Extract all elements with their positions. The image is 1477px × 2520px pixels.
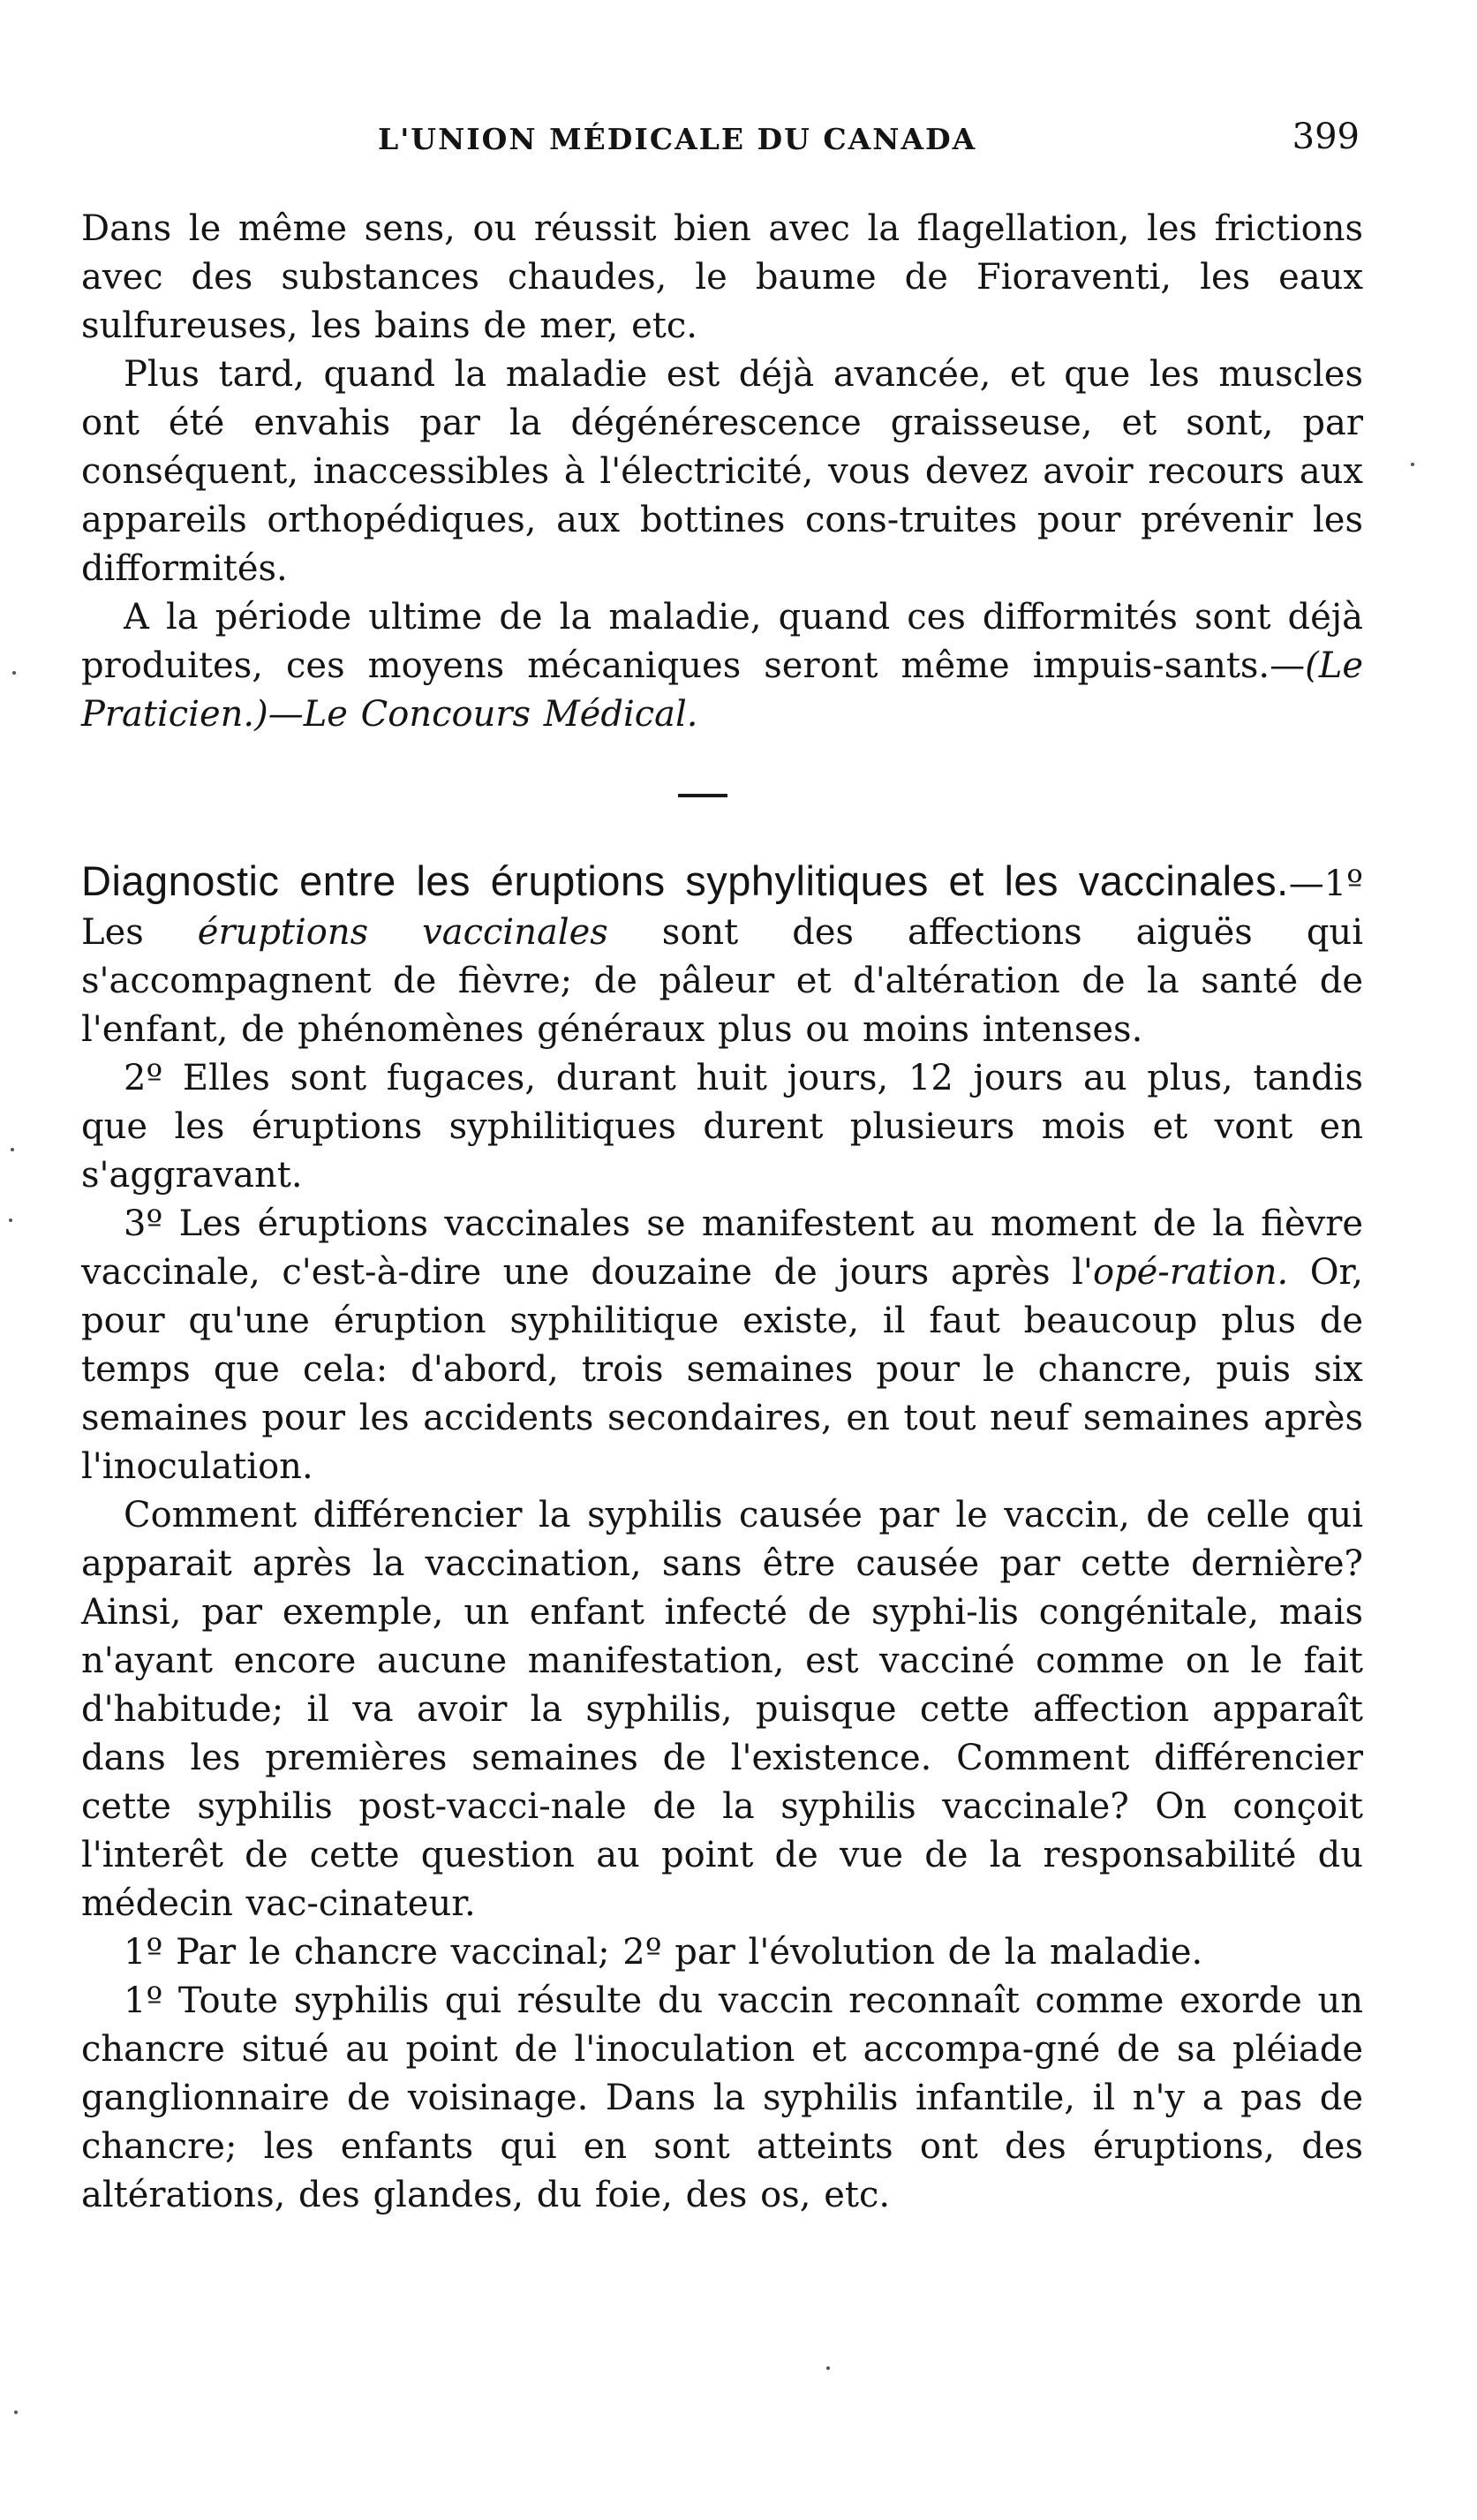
section-divider <box>678 794 727 797</box>
paragraph-text: Or, pour qu'une éruption syphilitique existe, il faut beaucoup plus de temps que cela: d'abord, trois semaines pour le chancre, puis six semaines pour les accidents secondaires, en tout neuf semaines après l'inoculation. <box>81 1252 1363 1487</box>
running-header <box>81 117 1363 164</box>
scan-speck <box>12 671 16 675</box>
paragraph: 2º Elles sont fugaces, durant huit jours, 12 jours au plus, tandis que les éruptions syphilitiques durent plusieurs mois et vont en s'aggravant. <box>81 1058 1363 1196</box>
paragraph: Plus tard, quand la maladie est déjà avancée, et que les muscles ont été envahis par la dégénérescence graisseuse, et sont, par conséquent, inaccessibles à l'électricité, vous devez avoir recours aux appareils orthopédiques, aux bottines cons-truites pour prévenir les difformités. <box>81 354 1363 589</box>
source-citation: (Le Praticien.)—Le Concours Médical. <box>81 645 1363 735</box>
italic-term: opé-ration. <box>1092 1252 1289 1293</box>
article-continuation <box>81 205 1363 739</box>
paragraph: 1º Par le chancre vaccinal; 2º par l'évolution de la maladie. <box>124 1932 1203 1973</box>
paragraph: 1º Toute syphilis qui résulte du vaccin reconnaît comme exorde un chancre situé au point de l'inoculation et accompa-gné de sa pléiade ganglionnaire de voisinage. Dans la syphilis infantile, il n'y a pas de chancre; les enfants qui en sont atteints ont des éruptions, des altérations, des glandes, du foie, des os, etc. <box>81 1981 1363 2215</box>
page-number: 399 <box>1292 117 1360 157</box>
running-title: L'UNION MÉDICALE DU CANADA <box>378 122 977 156</box>
paragraph: Dans le même sens, ou réussit bien avec la flagellation, les frictions avec des substances chaudes, le baume de Fioraventi, les eaux sulfureuses, les bains de mer, etc. <box>81 208 1363 346</box>
scan-speck <box>11 1148 14 1151</box>
italic-term: éruptions vaccinales <box>197 912 608 953</box>
paragraph-text: 3º Les éruptions vaccinales se manifestent au moment de la fièvre vaccinale, c'est-à-dire une douzaine de jours après l' <box>81 1203 1363 1293</box>
paragraph <box>81 593 1363 739</box>
paragraph-text: —1º Les <box>81 864 1363 953</box>
scan-speck <box>14 2411 18 2414</box>
article-diagnostic <box>81 856 1363 2220</box>
paragraph <box>81 856 1363 1054</box>
scan-speck <box>9 1219 12 1222</box>
paragraph-text: sont des affections aiguës qui s'accompagnent de fièvre; de pâleur et d'altération de la santé de l'enfant, de phénomènes généraux plus ou moins intenses. <box>81 912 1363 1050</box>
paragraph-text: A la période ultime de la maladie, quand ces difformités sont déjà produites, ces moyens mécaniques seront même impuis-sants.— <box>81 597 1363 686</box>
scan-speck <box>1411 463 1414 466</box>
article-title: Diagnostic entre les éruptions syphylitiques et les vaccinales. <box>81 857 1289 904</box>
paragraph: Comment différencier la syphilis causée par le vaccin, de celle qui apparait après la vaccination, sans être causée par cette dernière? Ainsi, par exemple, un enfant infecté de syphi-lis congénitale, mais n'ayant encore aucune manifestation, est vacciné comme on le fait d'habitude; il va avoir la syphilis, puisque cette affection apparaît dans les premières semaines de l'existence. Comment différencier cette syphilis post-vacci-nale de la syphilis vaccinale? On conçoit l'interêt de cette question au point de vue de la responsabilité du médecin vac-cinateur. <box>81 1495 1363 1924</box>
paragraph <box>81 1200 1363 1491</box>
scan-speck <box>826 2366 830 2370</box>
